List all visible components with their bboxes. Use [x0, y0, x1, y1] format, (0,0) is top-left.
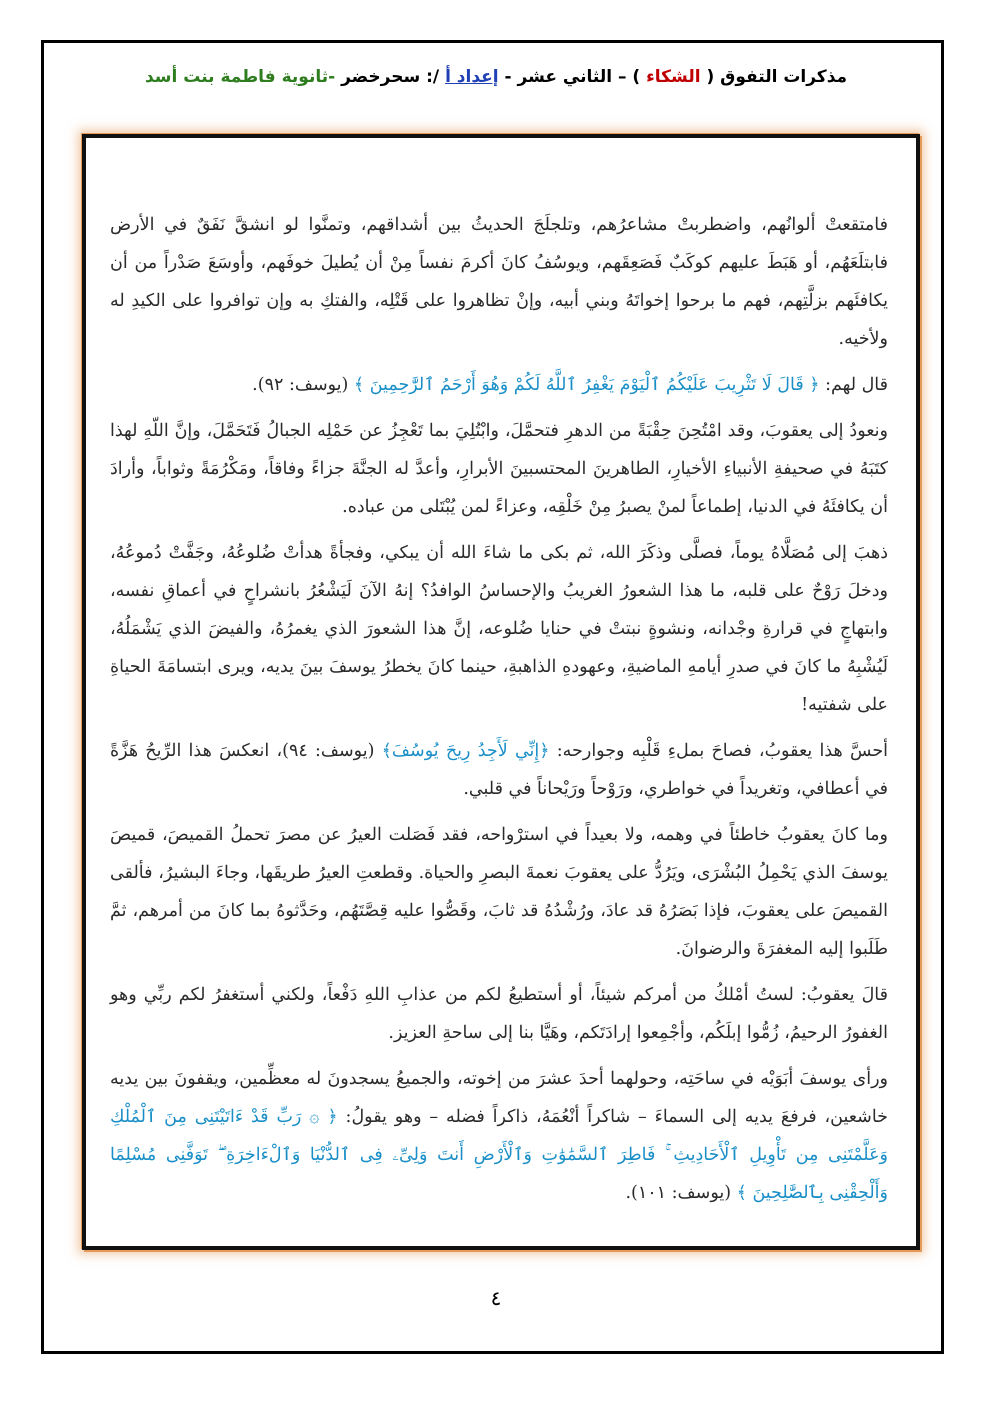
paragraph-1: فامتقعتْ ألوانُهم، واضطربتْ مشاعرُهم، وتلجلَجَ الحديثُ بين أشداقهم، وتمنَّوا لو انشقَّ نَفَقٌ في الأرض فابتلَعَهُم، أو هَبَطَ عليهم كوكَبٌ فَصَعِقَهم، ويوسُفُ كانَ أكرمَ نفساً مِنْ أن يُطيلَ خوفَهم، وأوسَعَ صَدْراً من أن يكافئَهم بزلَّتِهم، فهم ما برحوا إخواتَهُ وبني أبيه، وإنْ تظاهروا على قَتْلِه، والفتكِ به وإن توافروا على الكيدِ له ولأخيه.	[110, 215, 888, 349]
paragraph-8	[110, 1060, 888, 1212]
paragraph-7: قالَ يعقوبُ: لستُ أمْلكُ من أمركم شيئاً، أو أستطيعُ لكم من عذابِ اللهِ دَفْعاً، ولكني أستغفرُ لكم ربِّي وهو الغفورُ الرحيمُ، زُمُّوا إبلَكُم، وأجْمِعوا إرادَتَكم، وهَيَّا بنا إلى ساحةِ العزيز.	[110, 985, 888, 1043]
text-body	[110, 206, 888, 1216]
verse-ref-92: (يوسف: ٩٢).	[252, 375, 354, 395]
paragraph-2-intro: قال لهم:	[819, 375, 888, 395]
header-prepared-by: إعداد أ	[445, 67, 499, 87]
paragraph-3: ونعودُ إلى يعقوبَ، وقد امْتُحِنَ حِقْبَةً من الدهرِ فتحمَّلَ، وابْتُلِيَ بما تَعْجِزُ عن حَمْلِه الجبالُ فَتَحَمَّلَ، وإنَّ اللّهِ لهذا كتَبَهُ في صحيفةِ الأنبياءِ الأخيارِ، الطاهرينَ المحتسبينَ الأبرارِ، وأعدَّ له الجنَّةَ جزاءً وفاقاً، ومَكْرُمَةً وثواباً، وأرادَ أن يكافئَهُ في الدنيا، إطماعاً لمنْ يصبرُ مِنْ خَلْقِه، وعزاءً لمن يُبْتَلى من عباده.	[110, 421, 888, 517]
paragraph-4: ذهبَ إلى مُصَلَّاهُ يوماً، فصلَّى وذكَرَ الله، ثم بكى ما شاءَ الله أن يبكي، وفجأةً هدأتْ ضُلوعُهُ، وجَفَّتْ دُموعُهُ، ودخلَ رَوْحٌ على قلبه، ما هذا الشعورُ الغريبُ والإحساسُ الوافدُ؟ إنهُ الآنَ لَيَشْعُرُ بانشراحٍ في أعماقِ نفسه، وابتهاجٍ في قرارةِ وجْدانه، ونشوةٍ نبتتْ في حنايا ضُلوعه، إنَّ هذا الشعورَ الذي يغمرُهُ، والفيضَ الذي يَشْمَلُهُ، لَيُشْبِهُ ما كانَ في صدرِ أيامهِ الماضيةِ، وعهودهِ الذاهبةِ، حينما كانَ يخطرُ يوسفَ بينَ يديه، ويرى ابتسامَةَ الحياةِ على شفتيه!	[110, 543, 888, 715]
page-number: ٤	[490, 1286, 502, 1310]
paragraph-6: وما كانَ يعقوبُ خاطئاً في وهمه، ولا بعيداً في استرْواحه، فقد فَصَلت العيرُ عن مصرَ تحملُ القميصَ، قميصَ يوسفَ الذي يَحْمِلُ البُشْرَى، ويَرُدُّ على يعقوبَ نعمةَ البصرِ والحياة. وقطعتِ العيرُ طريقَها، وجاءَ البشيرُ، فألقى القميصَ على يعقوبَ، فإذا بَصَرُهُ قد عادَ، ورُشْدُهُ قد ثابَ، وقَصُّوا عليه قِصَّتَهُم، وحَدَّثوهُ بما كانَ من أمرهم، ثمَّ طَلَبوا إليه المغفرَةَ والرضوانَ.	[110, 825, 888, 959]
page-header	[60, 60, 932, 94]
paragraph-5-intro: أحسَّ هذا يعقوبُ، فصاحَ بملءِ قَلْبِه وجوارحه:	[549, 741, 889, 761]
paragraph-8-intro: ورأى يوسفَ أبَوَيْه في ساحَتِه، وحولهما أحدَ عشرَ من إخوته، والجميعُ يسجدونَ له معظِّمين، ويقفونَ بين يديه خاشعين، فرفعَ يديه إلى السماءَ – شاكراً أنْعُمَهُ، ذاكراً فضله – وهو يقولُ:	[110, 1069, 888, 1127]
header-title: مذكرات التفوق (	[706, 67, 848, 87]
quran-verse-101: ﴿ ۞ رَبِّ قَدْ ءَاتَيْتَنِى مِنَ ٱلْمُلْكِ وَعَلَّمْتَنِى مِن تَأْوِيلِ ٱلْأَحَادِيثِ ۚ فَاطِرَ ٱلسَّمَٰوَٰتِ وَٱلْأَرْضِ أَنتَ وَلِىِّۦ فِى ٱلدُّنْيَا وَٱلْءَاخِرَةِ ۖ تَوَفَّنِى مُسْلِمًا وَأَلْحِقْنِى بِٱلصَّٰلِحِينَ ﴾	[110, 1107, 888, 1203]
quran-verse-92: ﴿ قَالَ لَا تَثْرِيبَ عَلَيْكُمُ ٱلْيَوْمَ يَغْفِرُ ٱللَّهُ لَكُمْ وَهُوَ أَرْحَمُ ٱلرَّٰحِمِينَ ﴾	[353, 375, 820, 395]
quran-verse-94: ﴿إِنِّي لَأَجِدُ رِيحَ يُوسُفَ﴾	[381, 741, 550, 761]
verse-ref-101: (يوسف: ١٠١).	[625, 1183, 737, 1203]
header-subject: الشكاء	[646, 67, 707, 87]
header-school: -ثانوية فاطمة بنت أسد	[144, 67, 342, 87]
header-teacher: /: سحرخضر	[341, 67, 446, 87]
paragraph-5	[110, 732, 888, 808]
header-grade: ) – الثاني عشر -	[498, 67, 647, 87]
paragraph-2	[110, 366, 888, 404]
verse-ref-94: (يوسف: ٩٤)، انعكسَ هذا الرِّيحُ هَزَّةً في أعطافي، وتغريداً في خواطري، ورَوْحاً ورَيْحاناً في قلبي.	[110, 741, 888, 799]
